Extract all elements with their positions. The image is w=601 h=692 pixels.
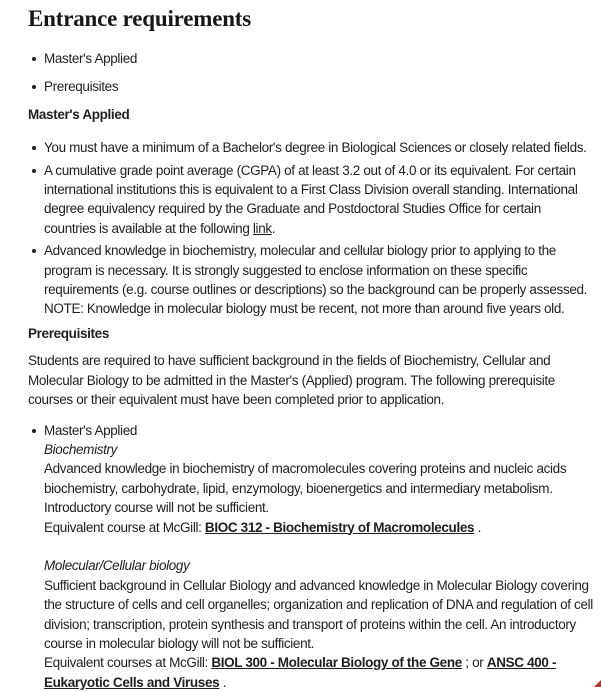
requirement-cgpa-text: A cumulative grade point average (CGPA) of at least 3.2 out of 4.0 or its equivalent. For certain international institutions this is equivalent to a First Class Division overall standing. International degree equivalency required by the Graduate and Postdoctoral Studies Office for certain countries is available at the following <box>44 163 578 236</box>
course-title-biochemistry: Biochemistry <box>44 440 595 459</box>
toc-item-prerequisites[interactable]: Prerequisites <box>28 77 595 96</box>
section-heading-masters-applied: Master's Applied <box>28 105 595 124</box>
requirement-cgpa-period: . <box>272 221 275 236</box>
course-block-molecular-cellular <box>44 556 595 692</box>
requirement-item-cgpa <box>28 161 595 239</box>
course-description-biochemistry: Advanced knowledge in biochemistry of macromolecules covering proteins and nucleic acids biochemistry, carbohydrate, lipid, enzymology, bioenergetics and intermediary metabolism. Introductory course will not be sufficient. <box>44 459 595 517</box>
requirement-knowledge-text: Advanced knowledge in biochemistry, molecular and cellular biology prior to applying to the program is necessary. It is strongly suggested to enclose information on these specific requirements (e.g. course outlines or descriptions) so the background can be properly assessed. NOTE: Knowledge in molecular biology must be recent, not more than around five years old. <box>44 243 587 316</box>
course-description-molecular-cellular: Sufficient background in Cellular Biology and advanced knowledge in Molecular Biology covering the structure of cells and cell organelles; organization and replication of DNA and regulation of cell division; transcription, protein synthesis and transport of proteins within the cell. An introductory course in molecular biology will not be sufficient. <box>44 576 595 654</box>
prereq-list-label: Master's Applied <box>44 423 137 438</box>
toc-list <box>28 49 595 96</box>
page-title: Entrance requirements <box>28 5 595 32</box>
requirement-item-degree <box>28 138 595 157</box>
equivalent-course-prefix: Equivalent course at McGill: <box>44 520 205 535</box>
equivalent-courses-separator: ; or <box>462 655 487 670</box>
masters-requirements-list <box>28 138 595 319</box>
course-link-bioc-312[interactable]: BIOC 312 - Biochemistry of Macromolecules <box>205 520 474 535</box>
course-link-ansc-400[interactable]: ANSC 400 - Eukaryotic Cells and Viruses <box>44 655 556 689</box>
toc-item-masters-applied[interactable]: Master's Applied <box>28 49 595 68</box>
prereq-item-masters-applied <box>28 421 595 692</box>
course-link-biol-300[interactable]: BIOL 300 - Molecular Biology of the Gene <box>211 655 462 670</box>
prerequisites-list <box>28 421 595 692</box>
course-block-biochemistry <box>44 440 595 537</box>
equivalent-courses-suffix: . <box>219 675 226 690</box>
section-heading-prerequisites: Prerequisites <box>28 324 595 343</box>
degree-equivalency-link[interactable]: link <box>253 221 272 236</box>
equivalent-course-line-molecular <box>44 653 595 692</box>
requirement-item-knowledge <box>28 241 595 319</box>
course-block-spacer <box>44 537 595 556</box>
equivalent-courses-prefix: Equivalent courses at McGill: <box>44 655 211 670</box>
prerequisites-intro: Students are required to have sufficient background in the fields of Biochemistry, Cellular and Molecular Biology to be admitted in the Master's (Applied) program. The following prerequisite courses or their equivalent must have been completed prior to application. <box>28 351 594 409</box>
requirement-degree-text: You must have a minimum of a Bachelor's degree in Biological Sciences or closely related fields. <box>44 140 587 155</box>
equivalent-course-suffix: . <box>474 520 481 535</box>
course-title-molecular-cellular: Molecular/Cellular biology <box>44 556 595 575</box>
red-corner-artifact <box>594 680 601 687</box>
equivalent-course-line-biochemistry <box>44 518 595 537</box>
